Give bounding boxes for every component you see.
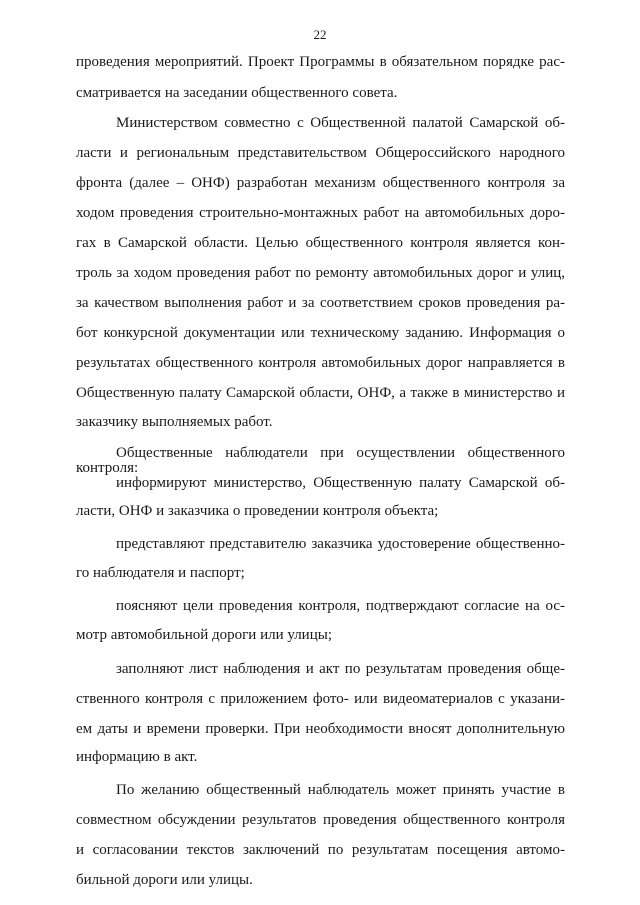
text-line: за качеством выполнения работ и за соответствием сроков проведения ра-: [76, 295, 565, 311]
text-line: заказчику выполняемых работ.: [76, 414, 273, 430]
text-line: поясняют цели проведения контроля, подтверждают согласие на ос-: [116, 598, 565, 614]
text-line: ласти, ОНФ и заказчика о проведении контроля объекта;: [76, 503, 439, 519]
text-line: Общественную палату Самарской области, ОНФ, а также в министерство и: [76, 385, 565, 401]
text-line: ходом проведения строительно-монтажных работ на автомобильных доро-: [76, 205, 565, 221]
text-line: и согласовании текстов заключений по результатам посещения автомо-: [76, 842, 565, 858]
text-line: Общественные наблюдатели при осуществлении общественного: [116, 445, 565, 461]
text-line: совместном обсуждении результатов проведения общественного контроля: [76, 812, 565, 828]
text-line: заполняют лист наблюдения и акт по результатам проведения обще-: [116, 661, 565, 677]
text-line: информируют министерство, Общественную палату Самарской об-: [116, 475, 565, 491]
text-line: ем даты и времени проверки. При необходимости вносят дополнительную: [76, 721, 565, 737]
text-line: информацию в акт.: [76, 749, 198, 765]
page-number: 22: [313, 27, 327, 42]
text-line: фронта (далее – ОНФ) разработан механизм общественного контроля за: [76, 175, 565, 191]
text-line: гах в Самарской области. Целью общественного контроля является кон-: [76, 235, 565, 251]
text-line: ласти и региональным представительством Общероссийского народного: [76, 145, 565, 161]
text-line: контроля:: [76, 460, 139, 476]
text-line: сматривается на заседании общественного совета.: [76, 85, 398, 101]
text-line: ственного контроля с приложением фото- или видеоматериалов с указани-: [76, 691, 565, 707]
text-line: По желанию общественный наблюдатель может принять участие в: [116, 782, 565, 798]
text-line: Министерством совместно с Общественной палатой Самарской об-: [116, 115, 565, 131]
text-line: результатах общественного контроля автомобильных дорог направляется в: [76, 355, 565, 371]
text-line: го наблюдателя и паспорт;: [76, 565, 245, 581]
text-line: представляют представителю заказчика удостоверение общественно-: [116, 536, 565, 552]
text-line: бильной дороги или улицы.: [76, 872, 253, 888]
text-line: мотр автомобильной дороги или улицы;: [76, 627, 332, 643]
text-line: троль за ходом проведения работ по ремонту автомобильных дорог и улиц,: [76, 265, 565, 281]
text-line: проведения мероприятий. Проект Программы в обязательном порядке рас-: [76, 54, 565, 70]
text-line: бот конкурсной документации или техническому заданию. Информация о: [76, 325, 565, 341]
